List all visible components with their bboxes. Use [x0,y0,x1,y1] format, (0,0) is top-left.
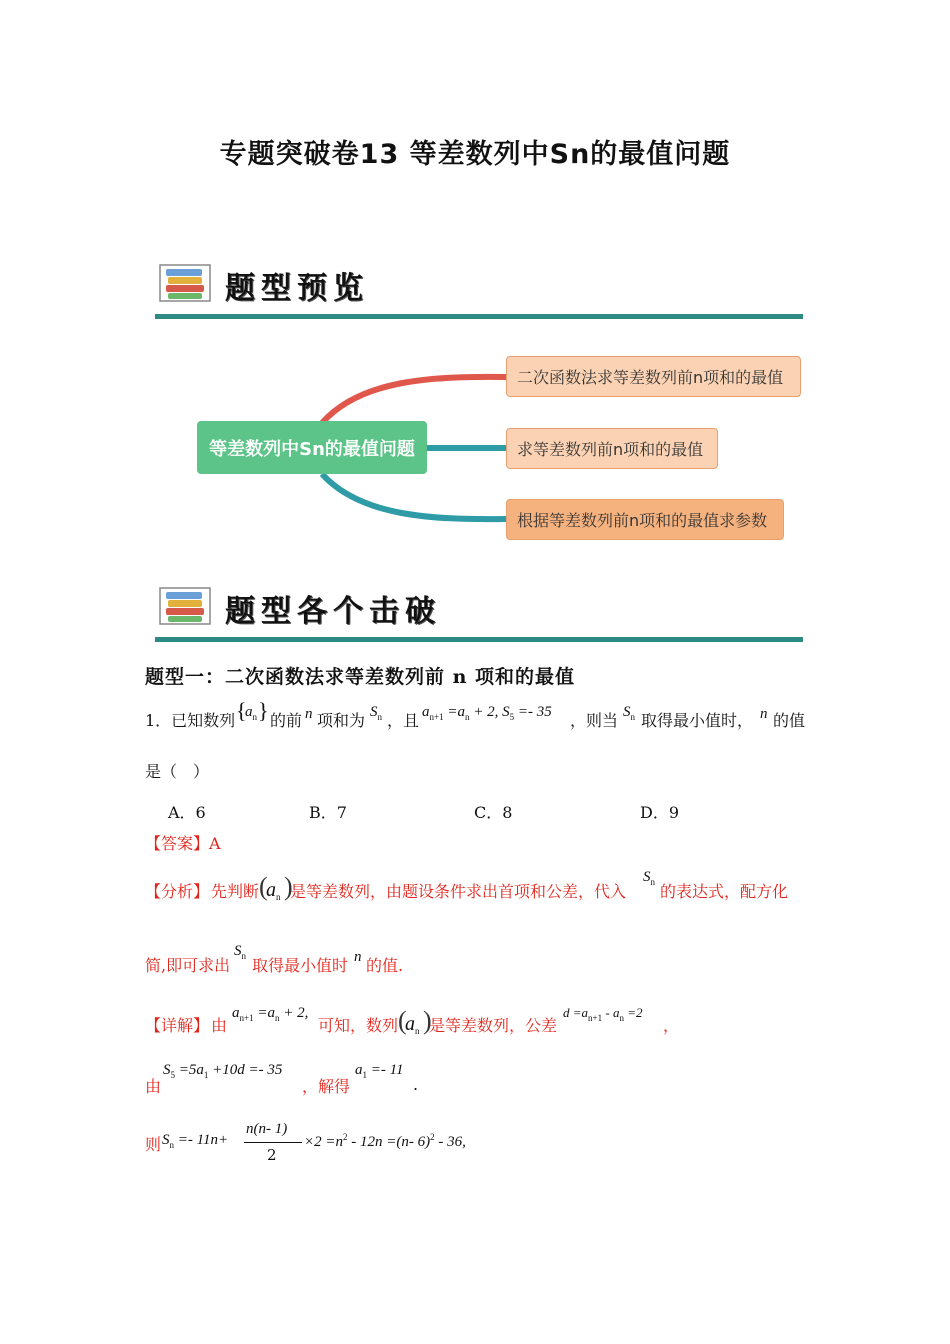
formula-part: a [355,1062,363,1078]
question-text: ，则当 [570,711,619,730]
subscript: 5 [509,712,515,722]
formula [163,1063,282,1080]
formula [563,1006,642,1023]
fraction-bar [244,1142,302,1143]
formula-part: ×2 =n [304,1134,343,1150]
question-text: ，且 [387,711,420,730]
fraction-denominator: 2 [267,1146,277,1164]
var-S: S [234,943,242,959]
option-d: D．9 [640,803,680,822]
books-icon [158,586,212,626]
paren-close: ) [423,1006,432,1035]
section-header-breakdown [155,582,803,642]
recurrence-formula [422,705,552,722]
formula-part: +10d =- 35 [212,1062,283,1078]
option-c: C．8 [474,803,513,822]
var-n: n [354,949,362,965]
question-text: 项和为 [317,711,366,730]
subscript: n+1 [239,1013,254,1023]
analysis-text: 简,即可求出 [145,956,231,975]
formula-part: =5a [178,1062,204,1078]
subscript: n+1 [429,712,444,722]
var-S: S [370,704,378,720]
type-title: 题型一：二次函数法求等差数列前 n 项和的最值 [145,666,576,688]
detail-text: ， [663,1016,680,1035]
question-text: 取得最小值时， [641,711,754,730]
subscript-n: n [650,877,655,887]
formula-part: - a [605,1005,620,1020]
formula-part: =a [257,1005,275,1021]
formula-part: + 2, S [473,704,510,720]
subscript-n: n [241,951,246,961]
subscript-n: n [415,1026,420,1036]
detail-text: ，解得 [302,1077,351,1096]
divider [155,314,803,319]
formula-part: =- 11n+ [177,1132,229,1148]
question-text: 是（ ） [145,762,210,781]
paren-open: ( [259,872,268,901]
branch-3 [322,474,506,519]
subscript: n [619,1013,624,1023]
var-S: S [623,704,631,720]
section-heading: 题型预览 [225,271,369,306]
analysis-text: 的值. [366,956,404,975]
formula-part: =2 [627,1005,643,1020]
option-a: A．6 [168,803,206,822]
formula-part: + 2, [283,1005,309,1021]
formula-part: =a [447,704,465,720]
paren-close: ) [284,872,293,901]
detail-text: . [413,1075,419,1094]
seq-symbol: a [245,704,253,720]
subscript: 5 [170,1070,175,1080]
formula-part: d =a [563,1005,589,1020]
answer [145,836,221,852]
subscript-n: n [377,712,382,722]
seq-symbol: a [266,879,276,901]
analysis-text: 的表达式，配方化 [660,882,789,901]
subscript: n [464,712,470,722]
detail-text: 则 [145,1135,162,1154]
analysis-text: 是等差数列，由题设条件求出首项和公差，代入 [290,882,627,901]
formula-part: =- 11 [370,1062,404,1078]
divider [155,637,803,642]
subscript-n: n [252,712,257,722]
detail-text: 是等差数列，公差 [429,1016,558,1035]
mindmap-node-1: 二次函数法求等差数列前n项和的最值 [506,356,801,397]
section-heading: 题型各个击破 [225,594,441,629]
question-text: 的值 [773,711,806,730]
detail-label: 【详解】 [145,1016,210,1035]
var-n: n [305,706,313,722]
fraction-numerator: n(n- 1) [246,1121,288,1137]
formula-part: - 36, [438,1134,466,1150]
analysis-text: 先判断 [211,882,260,901]
formula-part: S [163,1062,171,1078]
analysis-text: 取得最小值时 [252,956,349,975]
answer-value: A [209,834,221,853]
superscript: 2 [430,1132,435,1142]
question-text: 1．已知数列 [145,711,236,730]
formula-part: - 12n =(n- 6) [351,1134,431,1150]
question-text: 的前 [270,711,303,730]
formula-part: S [162,1132,170,1148]
answer-label: 【答案】 [145,834,210,853]
subscript-n: n [276,892,281,902]
formula [304,1133,466,1150]
subscript: n [274,1013,280,1023]
mindmap-branches [0,340,950,540]
detail-text: 由 [211,1016,228,1035]
formula-part: =- 35 [517,704,552,720]
subscript: 1 [203,1070,209,1080]
formula-part: a [232,1005,240,1021]
mindmap-node-2: 求等差数列前n项和的最值 [506,428,718,469]
subscript: n [169,1140,174,1150]
subscript: n+1 [588,1013,603,1023]
subscript-n: n [630,712,635,722]
formula [232,1006,308,1023]
page-title: 专题突破卷13 等差数列中Sn的最值问题 [219,139,731,170]
brace-close: } [258,698,269,723]
var-S: S [643,869,651,885]
mindmap-center-node: 等差数列中Sn的最值问题 [197,421,427,474]
branch-1 [322,377,506,423]
books-icon [158,263,212,303]
formula-part: a [422,704,430,720]
subscript: 1 [362,1070,367,1080]
seq-symbol: a [405,1013,415,1035]
brace-open: { [236,698,247,723]
section-header-preview [155,259,803,319]
option-b: B．7 [309,803,347,822]
formula [355,1063,404,1080]
formula [162,1133,228,1150]
superscript: 2 [343,1132,348,1142]
var-n: n [760,706,768,722]
mindmap-node-3: 根据等差数列前n项和的最值求参数 [506,499,784,540]
analysis-label: 【分析】 [145,882,210,901]
paren-open: ( [398,1006,407,1035]
detail-text: 由 [145,1077,162,1096]
detail-text: 可知，数列 [318,1016,399,1035]
